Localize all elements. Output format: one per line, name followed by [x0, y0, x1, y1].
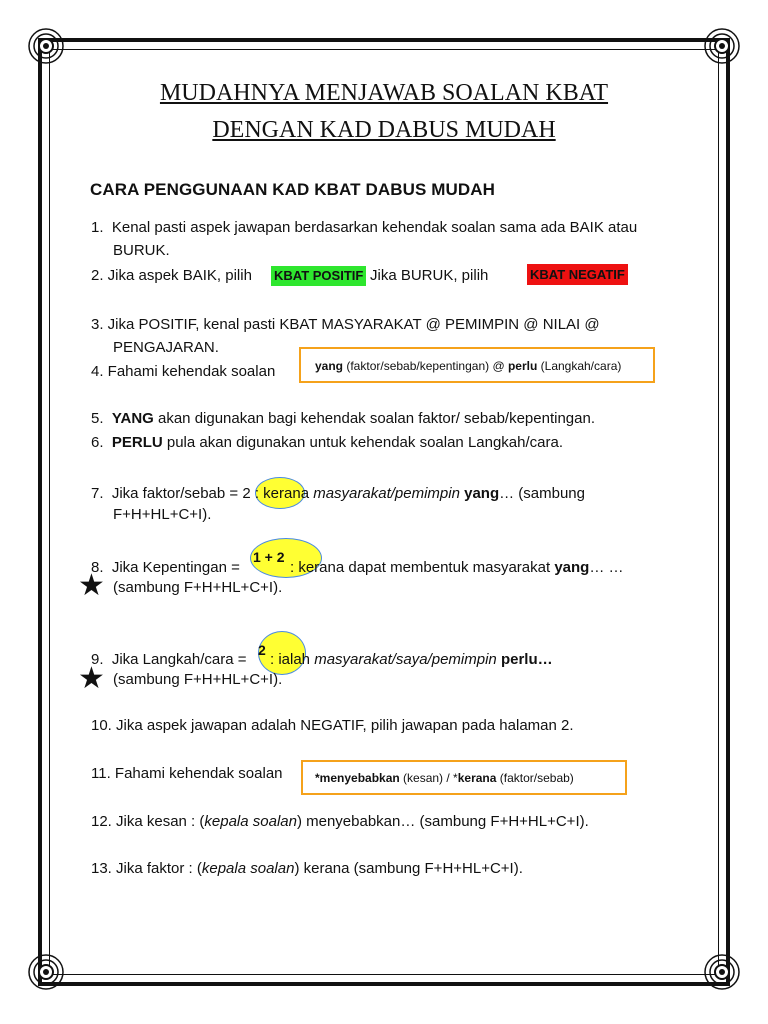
item-2-text-a: 2. Jika aspek BAIK, pilih [91, 267, 252, 284]
item-8-mid: : kerana dapat membentuk masyarakat [290, 559, 555, 576]
item-10: 10. Jika aspek jawapan adalah NEGATIF, pilih jawapan pada halaman 2. [91, 717, 574, 734]
item-5-rest: akan digunakan bagi kehendak soalan faktor/ sebab/kepentingan. [153, 410, 595, 427]
item-8-bold: yang [554, 559, 590, 576]
item-2-text-b: Jika BURUK, pilih [370, 267, 489, 284]
item-7-bold: yang [464, 485, 500, 502]
menyebabkan-kerana-box [301, 760, 627, 795]
item-7-italic: masyarakat/pemimpin [313, 485, 460, 502]
box2-bold-1: *menyebabkan [315, 771, 400, 785]
item-5-num: 5. [91, 410, 112, 427]
kbat-negatif-highlight: KBAT NEGATIF [527, 264, 628, 285]
item-7-pre: 7. Jika faktor/sebab = 2 : kerana [91, 485, 314, 502]
item-12-rest: ) menyebabkan… (sambung F+H+HL+C+I). [296, 813, 589, 830]
item-3-line-1: 3. Jika POSITIF, kenal pasti KBAT MASYARAKAT @ PEMIMPIN @ NILAI @ [91, 316, 600, 333]
item-6-rest: pula akan digunakan untuk kehendak soalan Langkah/cara. [162, 434, 564, 451]
item-6 [91, 433, 563, 453]
item-13 [91, 859, 523, 879]
item-5-bold: YANG [111, 410, 154, 427]
item-1-line-2: BURUK. [113, 242, 170, 259]
box-perlu: perlu [507, 359, 538, 373]
item-9-mid: : ialah [270, 651, 315, 668]
box2-bold-2: kerana [457, 771, 497, 785]
section-heading: CARA PENGGUNAAN KAD KBAT DABUS MUDAH [90, 180, 495, 199]
box2-mid-2: (faktor/sebab) [496, 771, 574, 785]
item-9-pre: 9. Jika Langkah/cara = [91, 651, 247, 668]
box2-mid-1: (kesan) / * [399, 771, 458, 785]
item-7-rest: … (sambung [499, 485, 585, 502]
item-13-italic: kepala soalan [201, 860, 295, 877]
item-6-num: 6. [91, 434, 112, 451]
item-12-pre: 12. Jika kesan : ( [91, 813, 205, 830]
item-8-line-2: (sambung F+H+HL+C+I). [113, 579, 283, 596]
document-title-line-1: MUDAHNYA MENJAWAB SOALAN KBAT [159, 80, 609, 106]
item-12-italic: kepala soalan [204, 813, 297, 830]
item-9-line-2: (sambung F+H+HL+C+I). [113, 671, 283, 688]
ellipse-label: 2 [258, 642, 266, 658]
item-7-line-1 [91, 484, 585, 504]
box-mid: (faktor/sebab/kepentingan) @ [343, 359, 508, 373]
item-6-bold: PERLU [111, 434, 163, 451]
corner-ornament-icon [26, 952, 66, 992]
item-8-pre: 8. Jika Kepentingan = [91, 559, 240, 576]
item-13-rest: ) kerana (sambung F+H+HL+C+I). [294, 860, 523, 877]
corner-ornament-icon [26, 26, 66, 66]
corner-ornament-icon [702, 952, 742, 992]
item-11-text: 11. Fahami kehendak soalan [91, 765, 283, 782]
box-tail: (Langkah/cara) [537, 359, 622, 373]
box-yang: yang [315, 359, 344, 373]
corner-ornament-icon [702, 26, 742, 66]
item-9-line-1 [270, 650, 553, 670]
kbat-positif-highlight: KBAT POSITIF [271, 266, 366, 286]
item-9-italic: masyarakat/saya/pemimpin [314, 651, 497, 668]
star-icon: ★ [78, 569, 105, 602]
item-9-bold: perlu… [500, 651, 553, 668]
item-7-line-2: F+H+HL+C+I). [113, 506, 212, 523]
item-3-line-2: PENGAJARAN. [113, 339, 219, 356]
item-1-line-1: 1. Kenal pasti aspek jawapan berdasarkan kehendak soalan sama ada BAIK atau [91, 219, 638, 236]
item-8-line-1 [290, 558, 624, 578]
item-13-pre: 13. Jika faktor : ( [91, 860, 202, 877]
yang-perlu-box [299, 347, 655, 383]
item-5 [91, 409, 595, 429]
star-icon: ★ [78, 662, 105, 695]
item-4-text: 4. Fahami kehendak soalan [91, 363, 276, 380]
ellipse-label: 1 + 2 [253, 549, 285, 565]
item-8-rest: … … [589, 559, 624, 576]
item-12 [91, 812, 589, 832]
document-title-line-2: DENGAN KAD DABUS MUDAH [212, 117, 556, 143]
